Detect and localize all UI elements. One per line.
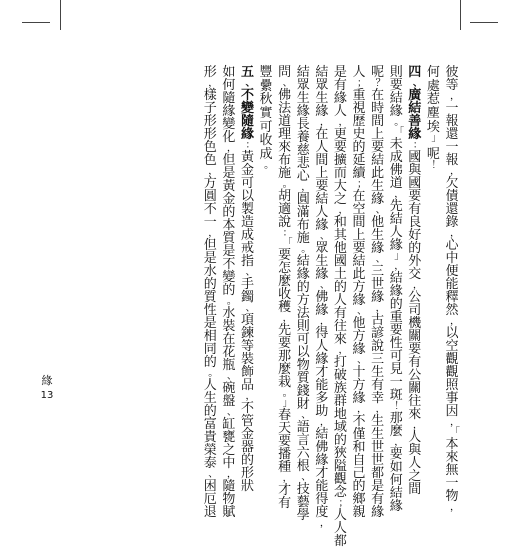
text-column: 人 ； 重 視 歷 史 的 延 續 ； 在 空 間 上 要 結 此 方 緣 、 他 方 緣 、 十 方 緣 ， 不 僅 和 自 己 的 鄉 親 <box>352 65 368 520</box>
text-column: 何 處 惹 塵 埃 」 呢 ！ <box>426 65 442 172</box>
page-folio <box>40 375 54 401</box>
text-column: 如 何 隨 緣 變 化 ， 但 是 黃 金 的 本 質 是 不 變 的 。 水 裝 在 花 瓶 、 碗 盤 、 缸 甕 之 中 ， 隨 物 賦 <box>222 65 237 520</box>
text-column: 四 、 廣 結 善 緣 ： 國 與 國 要 有 良 好 的 外 交 ， 公 司 機 關 要 有 公 關 往 來 ， 人 與 人 之 間 <box>408 65 423 497</box>
text-column: 結 眾 生 緣 ， 在 人 間 上 要 結 人 緣 、 眾 生 緣 、 佛 緣 ， 得 人 緣 才 能 多 助 ， 結 佛 緣 才 能 得 度 ， <box>315 65 330 529</box>
folio-title: 緣 <box>41 374 53 387</box>
text-column: 呢 ？ 在 時 間 上 要 結 此 生 緣 、 他 生 緣 、 三 世 緣 ， 古 諺 說 三 生 有 幸 ， 生 生 世 世 都 是 有 緣 <box>371 65 386 520</box>
page-number: 13 <box>40 390 54 401</box>
crop-mark-top-left-v <box>60 0 61 30</box>
text-column: 結 眾 生 緣 長 養 慈 悲 心 ， 圓 滿 布 施 。 結 緣 的 方 法 則 可 以 物 質 錢 財 、 語 言 六 根 、 技 藝 學 <box>296 65 312 523</box>
text-column: 豐 纍 秋 實 可 收 成 。 <box>259 65 275 172</box>
crop-mark-top-right-v <box>460 0 461 30</box>
body-text <box>100 65 460 549</box>
text-column: 彼 等 ， 一 報 還 一 報 ， 欠 債 還 錄 ， 心 中 便 能 釋 然 ， 以 空 觀 觀 照 事 因 ， 「 本 來 無 一 物 ， <box>445 65 460 513</box>
crop-mark-top-left-h <box>22 22 50 23</box>
text-column: 是 有 緣 人 ， 更 要 擴 而 大 之 ， 和 其 他 國 土 的 人 有 往 來 ， 打 破 族 群 地 域 的 狹 隘 觀 念 ； 人 人 都 <box>333 65 349 549</box>
text-column: 五 、 不 變 隨 緣 ： 黃 金 可 以 製 造 成 戒 指 、 手 鐲 、 項 鍊 等 裝 飾 品 ， 不 管 金 器 的 形 狀 <box>240 65 256 494</box>
text-column: 則 要 結 緣 。 「 未 成 佛 道 ， 先 結 人 緣 」 ， 結 緣 的 重 要 性 可 見 一 斑 ！ 那 麼 ， 要 如 何 結 緣 <box>389 65 405 514</box>
text-column: 形 ， 樣 子 形 形 色 色 ， 方 圓 不 一 ， 但 是 水 的 質 性 是 相 同 的 。 人 生 的 富 貴 榮 泰 、 困 厄 退 <box>203 65 219 520</box>
text-column: 問 、 佛 法 道 理 來 布 施 。 胡 適 說 ： 「 要 怎 麼 收 穫 ， 先 要 那 麼 栽 。 」 春 天 要 播 種 ， 才 有 <box>278 65 293 511</box>
crop-mark-top-right-h <box>470 22 498 23</box>
